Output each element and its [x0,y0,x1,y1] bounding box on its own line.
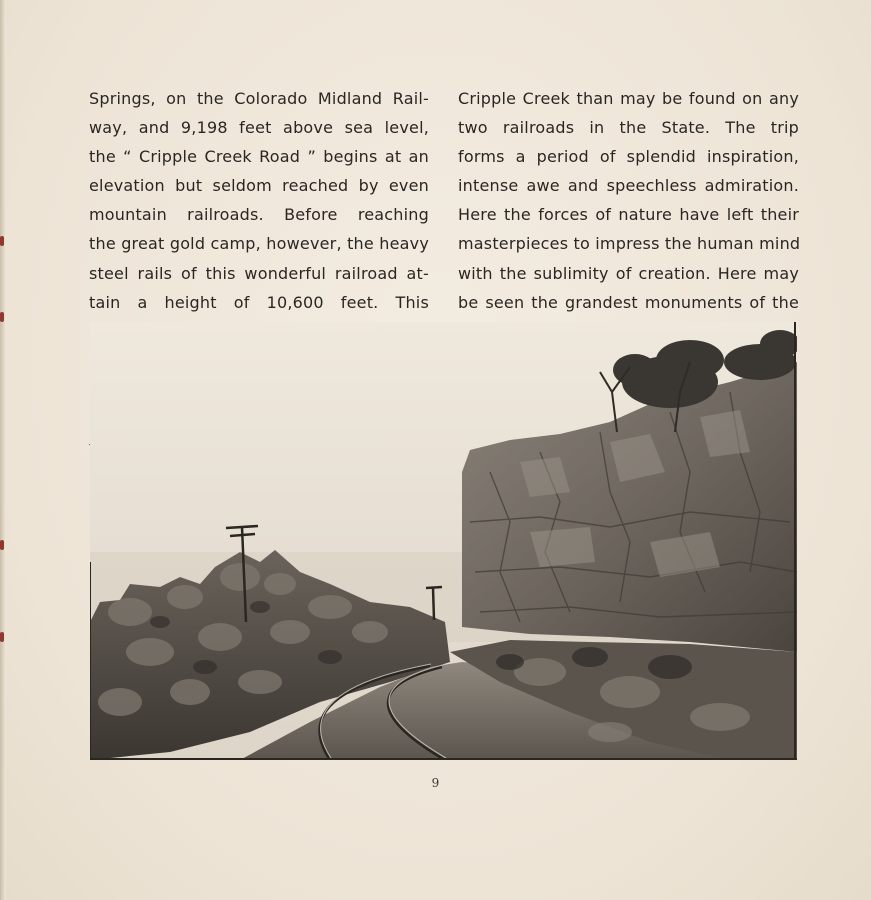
binding-mark [0,312,4,322]
page-gutter-shadow [0,0,6,900]
text-line: way, and 9,198 feet above sea level, [89,118,429,138]
binding-mark [0,540,4,550]
text-line: the great gold camp, however, the heavy [89,234,429,254]
text-line: intense awe and speechless admiration. [458,176,799,196]
paragraph-3 [458,84,799,346]
page-number: 9 [431,776,440,790]
text-line: with the sublimity of creation. Here may [458,263,799,283]
text-line: steel rails of this wonderful railroad at- [89,263,429,283]
binding-mark [0,632,4,642]
text-line: two railroads in the State. The trip [458,118,799,138]
text-line: Cripple Creek than may be found on any [458,89,799,108]
text-line: tain a height of 10,600 feet. This [89,292,429,312]
text-line: mountain railroads. Before reaching [89,205,429,225]
railroad-photograph [90,322,797,760]
text-line: Here the forces of nature have left their [458,205,799,225]
text-line: Springs, on the Colorado Midland Rail- [89,89,429,108]
binding-mark [0,236,4,246]
right-text-column [458,84,799,346]
photo-illustration [90,322,797,760]
text-line: the “ Cripple Creek Road ” begins at an [89,147,429,167]
text-line: elevation but seldom reached by even [89,176,429,196]
text-line: be seen the grandest monuments of the [458,292,799,312]
text-line: masterpieces to impress the human mind [458,234,801,254]
text-line: forms a period of splendid inspiration, [458,147,799,167]
